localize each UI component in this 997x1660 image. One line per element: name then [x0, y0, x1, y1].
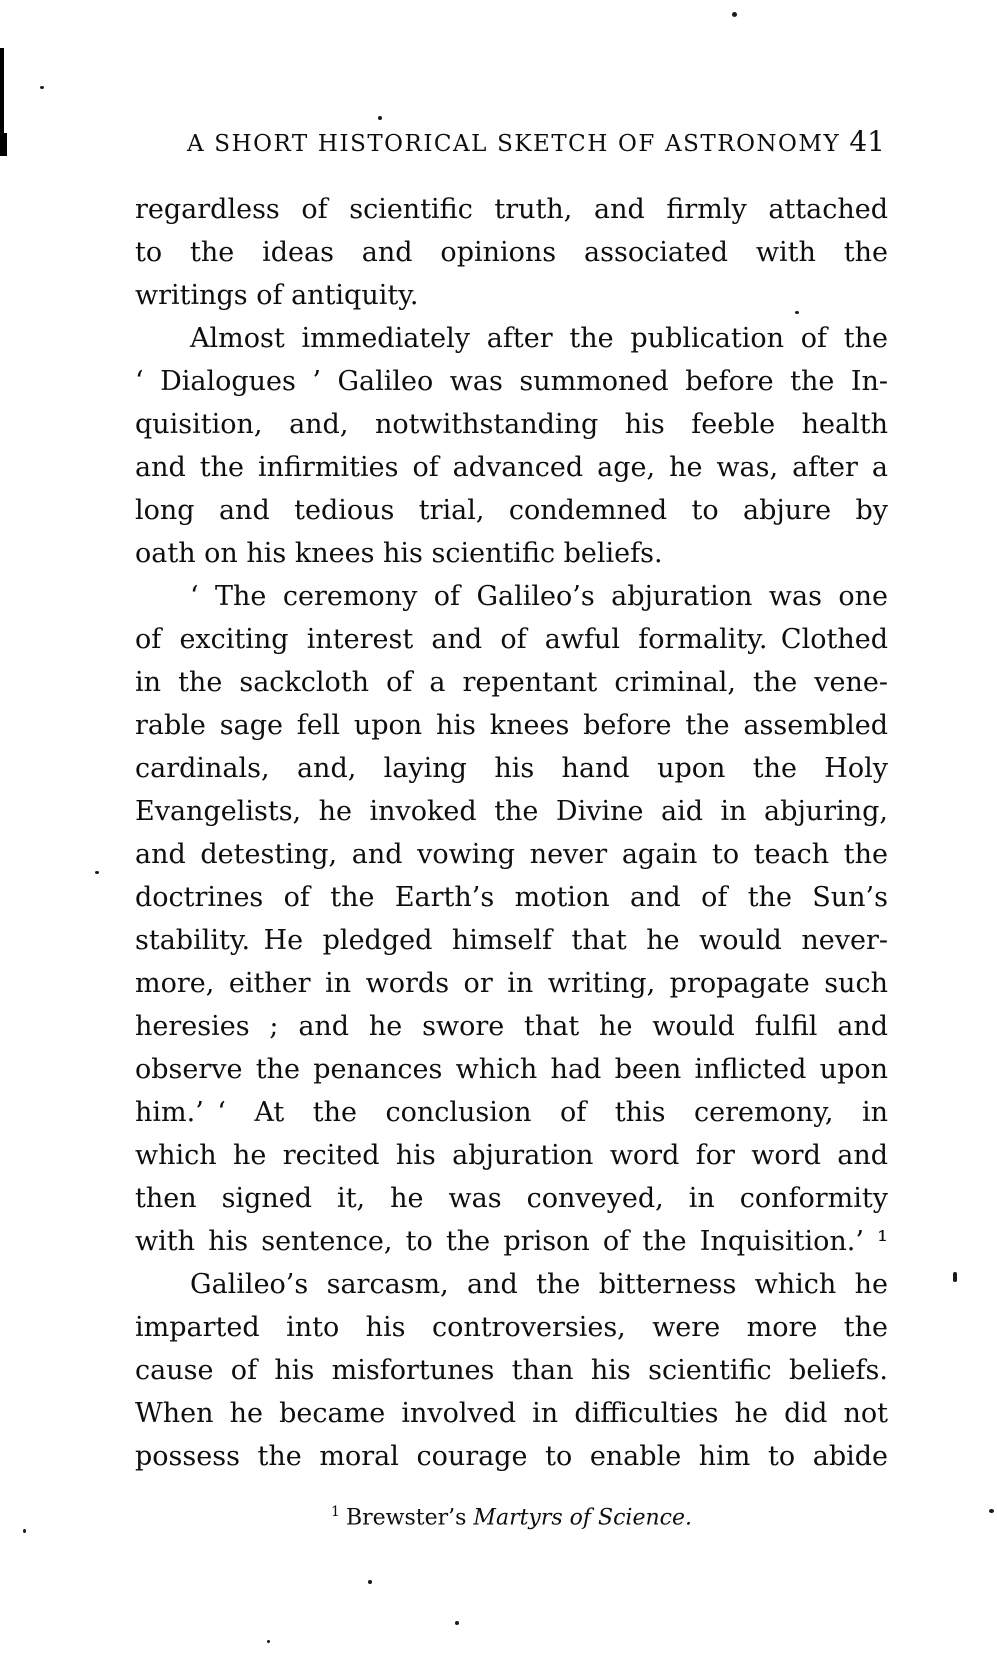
text-line: observe the penances which had been inflicted upon [135, 1054, 888, 1085]
text-line: then signed it, he was conveyed, in conformity [135, 1183, 888, 1214]
footnote-source: Brewster’s [345, 1505, 474, 1531]
scan-speckle [378, 116, 382, 120]
text-line: and the infirmities of advanced age, he was, after a [135, 452, 888, 483]
text-line: long and tedious trial, condemned to abjure by [135, 495, 888, 526]
text-line: in the sackcloth of a repentant criminal, the vene- [135, 667, 888, 698]
body-text [135, 188, 888, 1478]
text-line: to the ideas and opinions associated with the [135, 237, 888, 268]
footnote-marker: 1 [331, 1504, 340, 1520]
running-header [187, 125, 885, 158]
scan-speckle [732, 12, 737, 17]
text-line: with his sentence, to the prison of the Inquisition.’ ¹ [135, 1226, 888, 1257]
text-line: When he became involved in difficulties he did not [135, 1398, 888, 1429]
text-line: of exciting interest and of awful formality. Clothed [135, 624, 888, 655]
text-line: and detesting, and vowing never again to teach the [135, 839, 888, 870]
scan-speckle [95, 871, 99, 874]
scan-artifact-left-blob [0, 133, 7, 156]
text-line: Almost immediately after the publication of the [190, 323, 888, 354]
scan-speckle [989, 1509, 994, 1513]
text-line: ‘ Dialogues ’ Galileo was summoned before the In- [135, 366, 888, 397]
text-line: regardless of scientific truth, and firmly attached [135, 194, 888, 225]
text-line: ‘ The ceremony of Galileo’s abjuration was one [190, 581, 888, 612]
text-line: imparted into his controversies, were more the [135, 1312, 888, 1343]
scan-speckle [23, 1529, 26, 1533]
text-line: Evangelists, he invoked the Divine aid in abjuring, [135, 796, 888, 827]
footnote [135, 1499, 888, 1531]
text-line: cardinals, and, laying his hand upon the Holy [135, 753, 888, 784]
text-line: more, either in words or in writing, propagate such [135, 968, 888, 999]
text-line: stability. He pledged himself that he would never- [135, 925, 888, 956]
scan-speckle [368, 1580, 372, 1584]
text-line: Galileo’s sarcasm, and the bitterness which he [190, 1269, 888, 1300]
text-line: doctrines of the Earth’s motion and of the Sun’s [135, 882, 888, 913]
text-line: him.’ ‘ At the conclusion of this ceremony, in [135, 1097, 888, 1128]
text-line: oath on his knees his scientific beliefs. [135, 538, 663, 569]
scan-speckle [455, 1621, 459, 1625]
text-line: heresies ; and he swore that he would fulfil and [135, 1011, 888, 1042]
scan-speckle [953, 1272, 957, 1282]
text-line: possess the moral courage to enable him to abide [135, 1441, 888, 1472]
text-line: writings of antiquity. [135, 280, 419, 311]
text-line: cause of his misfortunes than his scientific beliefs. [135, 1355, 888, 1386]
text-line: quisition, and, notwithstanding his feeble health [135, 409, 888, 440]
text-line: rable sage fell upon his knees before the assembled [135, 710, 888, 741]
scan-speckle [267, 1640, 270, 1643]
page-number: 41 [849, 125, 885, 158]
footnote-book-title: Martyrs of Science. [473, 1505, 692, 1531]
scan-speckle [40, 86, 44, 89]
running-header-title: A SHORT HISTORICAL SKETCH OF ASTRONOMY [187, 131, 841, 157]
text-line: which he recited his abjuration word for word and [135, 1140, 888, 1171]
